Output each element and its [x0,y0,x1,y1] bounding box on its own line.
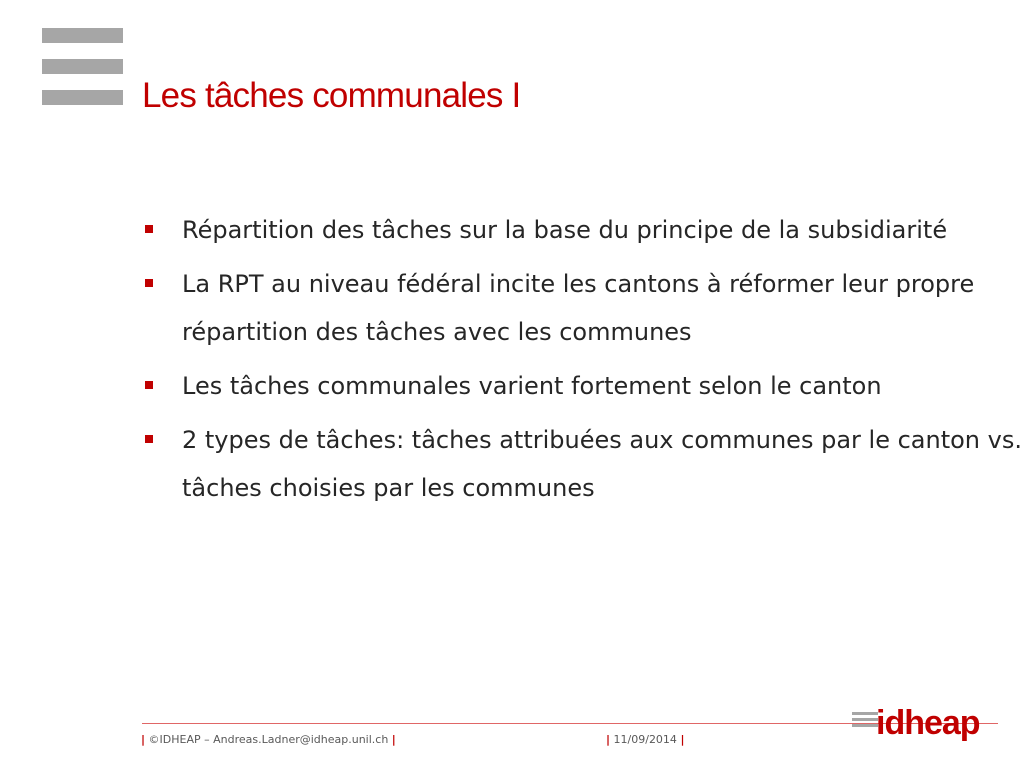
footer-copyright-text: ©IDHEAP – Andreas.Ladner@idheap.unil.ch [148,733,389,746]
bullet-text: Répartition des tâches sur la base du principe de la subsidiarité [182,216,948,244]
square-bullet-icon [145,381,153,389]
footer-date-text: 11/09/2014 [613,733,677,746]
bullet-item [142,362,1022,410]
footer-copyright [141,733,396,746]
footer-pipe: | [141,733,146,746]
square-bullet-icon [145,279,153,287]
logo-stripes-icon [852,712,878,730]
footer-date [606,733,684,746]
logo-text: idheap [876,704,980,742]
bullet-list [142,206,1022,518]
bullet-item [142,416,1022,512]
footer-pipe: | [606,733,611,746]
footer-pipe: | [391,733,396,746]
bullet-item [142,206,1022,254]
menu-bar [42,28,123,43]
square-bullet-icon [145,225,153,233]
bullet-text: Les tâches communales varient fortement selon le canton [182,372,882,400]
bullet-text: 2 types de tâches: tâches attribuées aux communes par le canton vs. tâches choisies par les communes [182,426,1022,502]
menu-bar [42,59,123,74]
bullet-item [142,260,1022,356]
bullet-text: La RPT au niveau fédéral incite les cantons à réformer leur propre répartition des tâches avec les communes [182,270,975,346]
square-bullet-icon [145,435,153,443]
idheap-logo [852,700,980,746]
footer-pipe: | [680,733,685,746]
slide-title: Les tâches communales I [142,76,521,115]
menu-bar [42,90,123,105]
menu-bars-icon [42,28,123,105]
